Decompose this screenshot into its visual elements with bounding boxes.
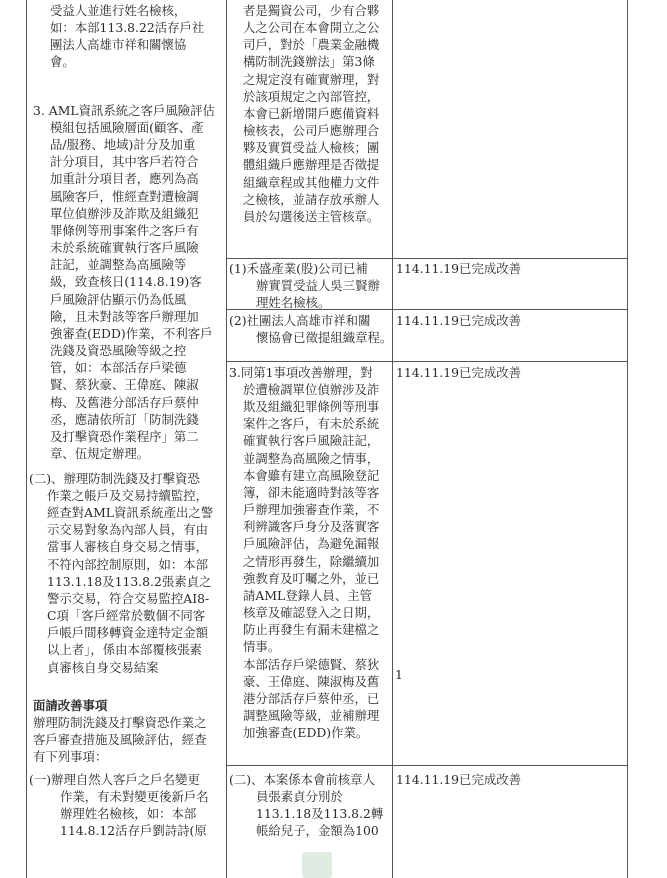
left-item-3-body: 模組包括風險層面(顧客、產 品/服務、地域)計分及加重 計分項目，其中客戶若符合 加重計分項目者，應列為高 風險客戶，惟經查對遭檢調 單位偵辦涉及詐欺及組織犯 罪條例等刑事案件之客戶有 未於系統確實執行客戶風險 註記，並調整為高風險等 級，致查核日(114.8.19)客 戶風險評估顯示仍為低風 險，且未對該等客戶辦理加 強審查(EDD)作業，不利客戶 洗錢及資恐風險等級之控 管，如：本部活存戶梁德 賢、蔡狄豪、王偉庭、陳淑 梅、及舊港分部活存戶蔡仲 丞，應請依所訂「防制洗錢 及打擊資恐作業程序」第二 章、伍規定辦理。 (50, 120, 213, 461)
page-corner-tab (302, 852, 332, 878)
left-item-3: 3. AML資訊系統之客戶風險評估 (33, 103, 215, 118)
middle-item-3: 3.同第1事項改善辦理，對 (229, 365, 373, 380)
status-completed: 114.11.19已完成改善 (396, 365, 522, 380)
section-heading: 面請改善事項 (33, 698, 108, 713)
left-item-two: (二)、辦理防制洗錢及打擊資恐 (29, 471, 200, 486)
middle-item-3-body: 於遭檢調單位偵辦涉及詐 欺及組織犯罪條例等刑事 案件之客戶，有未於系統 確實執行客戶風險註記， 並調整為高風險之情事， 本會雖有建立高風險登記 簿，卻未能適時對該等客 戶辦理加強審查作業，不 利辨識客戶身分及落實客 戶風險評估，為避免漏報 之情形再發生，除繼續加 強教育及叮囑之外，並已 請AML登錄人員、主管 核章及確認登入之日期， 防止再發生有漏未建檔之 情事。 本部活存戶梁德賢、蔡狄 豪、王偉庭、陳淑梅及舊 港分部活存戶蔡仲丞，已 調整風險等級，並補辦理 加強審查(EDD)作業。 (243, 382, 380, 741)
middle-item-two-body: 員張素貞分別於 113.1.18及113.8.2轉 帳給兒子，金額為100 (256, 789, 384, 839)
left-item-one: (一)辦理自然人客戶之戶名變更 (29, 772, 200, 787)
column-divider-1 (226, 0, 227, 878)
section-intro: 辦理防制洗錢及打擊資恐作業之 客戶審查措施及風險評估，經查 有下列事項： (33, 715, 207, 765)
middle-item-1: (1)禾盛產業(股)公司已補 (229, 261, 368, 276)
middle-top-text: 者是獨資公司，少有合夥 人之公司在本會開立之公 司戶，對於「農業金融機 構防制洗錢辦法」第3條 之規定沒有確實辦理，對 於該項規定之內部管控， 本會已新增開戶應備資料 檢核表，公司戶應辦理合 夥及實質受益人檢核；團 體組織戶應辦理是否徵提 組織章程或其他權力文件 之檢核，並請存放承辦人 員於勾選後送主管核章。 (243, 3, 380, 224)
left-intro-text: 受益人並進行姓名檢核， 如：本部113.8.22活存戶社 團法人高雄市祥和關懷協 會。 (50, 3, 205, 70)
middle-item-two: (二)、本案係本會前核章人 (229, 772, 375, 787)
table-border-left (26, 0, 27, 878)
middle-item-1-body: 辦實質受益人吳三賢辦 理姓名檢核。 (256, 278, 380, 311)
status-completed: 114.11.19已完成改善 (396, 261, 522, 276)
left-item-one-body: 作業，有未對變更後新戶名 辦理姓名檢核，如：本部 114.8.12活存戶劉詩詩(原 (60, 789, 209, 839)
status-completed: 114.11.19已完成改善 (396, 772, 522, 787)
middle-item-2: (2)社團法人高雄市祥和關 (229, 313, 371, 328)
row-divider (226, 765, 628, 766)
column-divider-2 (392, 0, 393, 878)
row-divider (226, 361, 628, 362)
row-divider (226, 258, 628, 259)
stray-mark: 1 (395, 667, 403, 682)
left-item-two-body: 作業之帳戶及交易持續監控， 經查對AML資訊系統產出之警 示交易對象為內部人員，有由 當事人審核自身交易之情事， 不符內部控制原則，如：本部 113.1.18及113.8.2張素貞之 警示交易，符合交易監控AI8- C項「客戶經常於數個不同客 戶帳戶間移轉資金達特定金額 以上者」，係由本部覆核張素 貞審核自身交易結案 (47, 488, 214, 675)
table-border-right (627, 0, 628, 878)
status-completed: 114.11.19已完成改善 (396, 313, 522, 328)
middle-item-2-body: 懷協會已徵提組織章程。 (256, 330, 393, 345)
